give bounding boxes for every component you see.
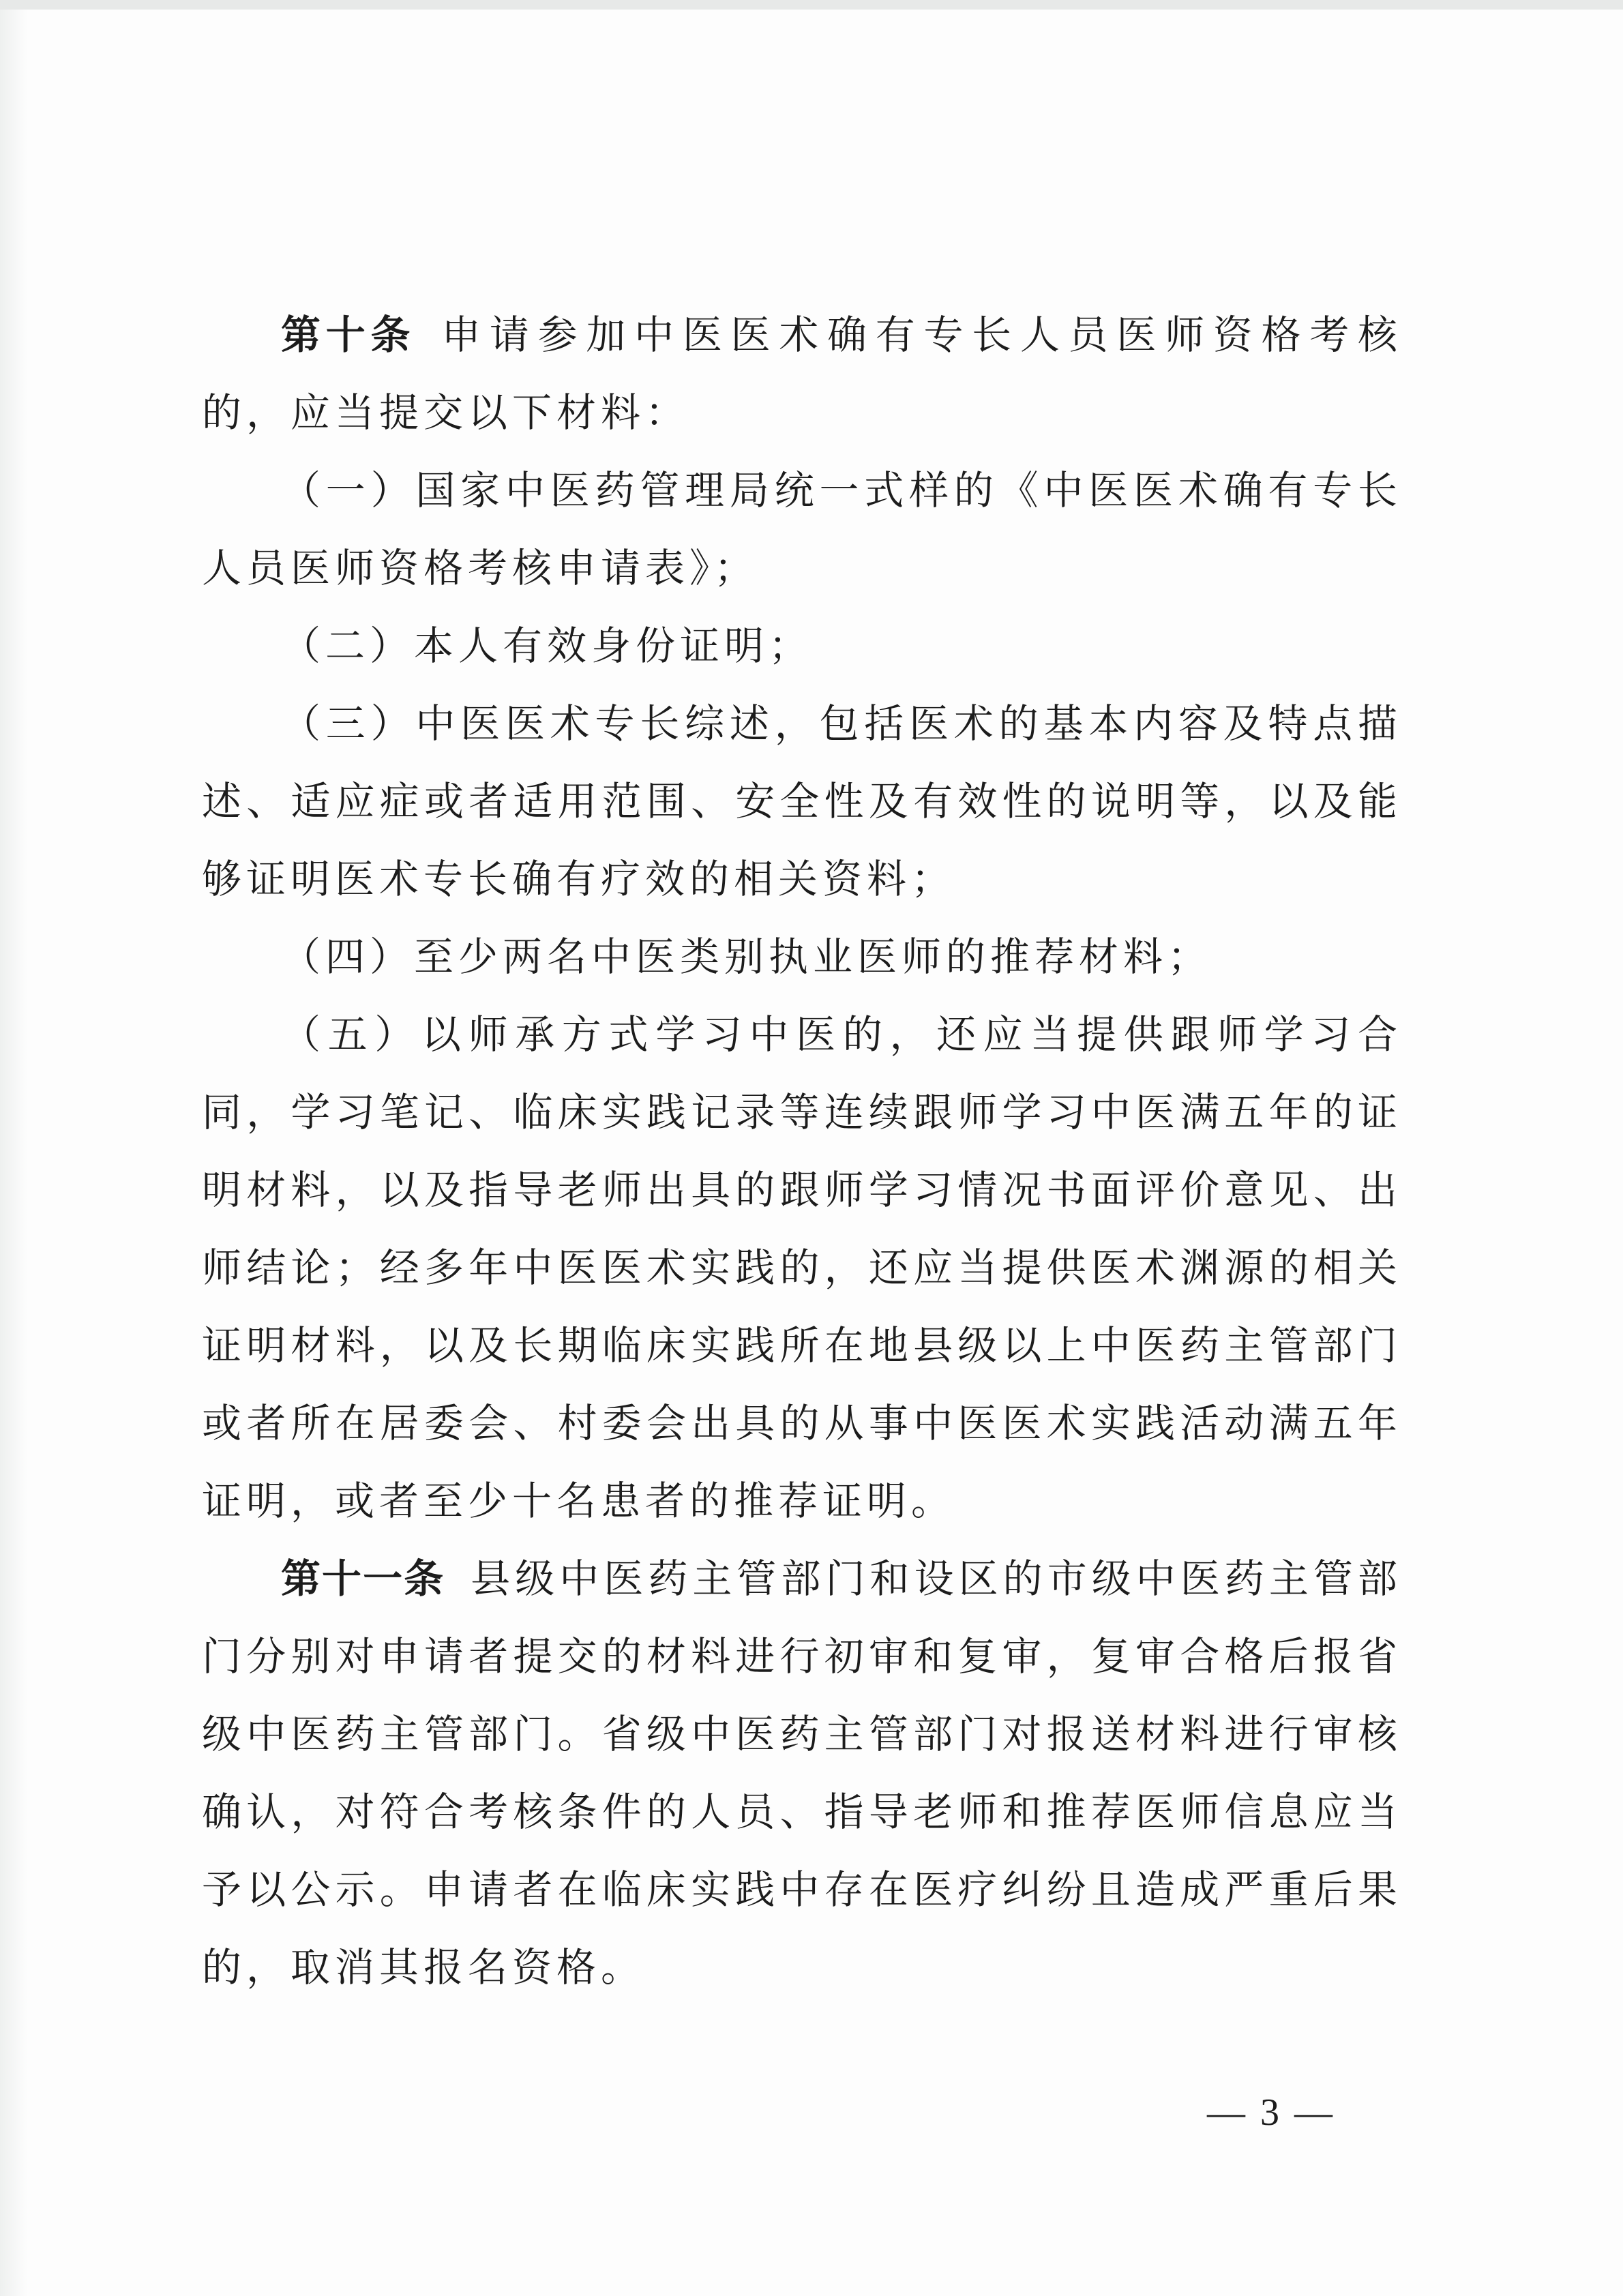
article-10-item-4: （四）至少两名中医类别执业医师的推荐材料；: [281, 934, 1212, 980]
article-10-item-3: （三）中医医术专长综述，包括医术的基本内容及特点描述、适应症或者适用范围、安全性及有效性的说明等，以及能够证明医术专长确有疗效的相关资料；: [202, 700, 1402, 902]
article-10-item-2: （二）本人有效身份证明；: [281, 623, 814, 669]
article-11: [202, 1540, 1402, 2006]
article-10-intro: [202, 296, 1402, 451]
page-number: — 3 —: [1207, 2091, 1335, 2134]
article-10-item-5: （五）以师承方式学习中医的，还应当提供跟师学习合同，学习笔记、临床实践记录等连续跟师学习中医满五年的证明材料，以及指导老师出具的跟师学习情况书面评价意见、出师结论；经多年中医医术实践的，还应当提供医术渊源的相关证明材料，以及长期临床实践所在地县级以上中医药主管部门或者所在居委会、村委会出具的从事中医医术实践活动满五年证明，或者至少十名患者的推荐证明。: [202, 1011, 1402, 1524]
document-body: [202, 296, 1402, 2006]
article-11-title: 第十一条: [281, 1555, 445, 1602]
scan-edge-shade: [0, 10, 27, 2296]
article-10-title: 第十条: [281, 312, 416, 358]
article-10-intro-text: 申请参加中医医术确有专长人员医师资格考核的，应当提交以下材料：: [202, 312, 1402, 436]
article-10-item-1: （一）国家中医药管理局统一式样的《中医医术确有专长人员医师资格考核申请表》；: [202, 467, 1402, 591]
article-11-body: 县级中医药主管部门和设区的市级中医药主管部门分别对申请者提交的材料进行初审和复审，复审合格后报省级中医药主管部门。省级中医药主管部门对报送材料进行审核确认，对符合考核条件的人员、指导老师和推荐医师信息应当予以公示。申请者在临床实践中存在医疗纠纷且造成严重后果的，取消其报名资格。: [202, 1555, 1402, 1991]
